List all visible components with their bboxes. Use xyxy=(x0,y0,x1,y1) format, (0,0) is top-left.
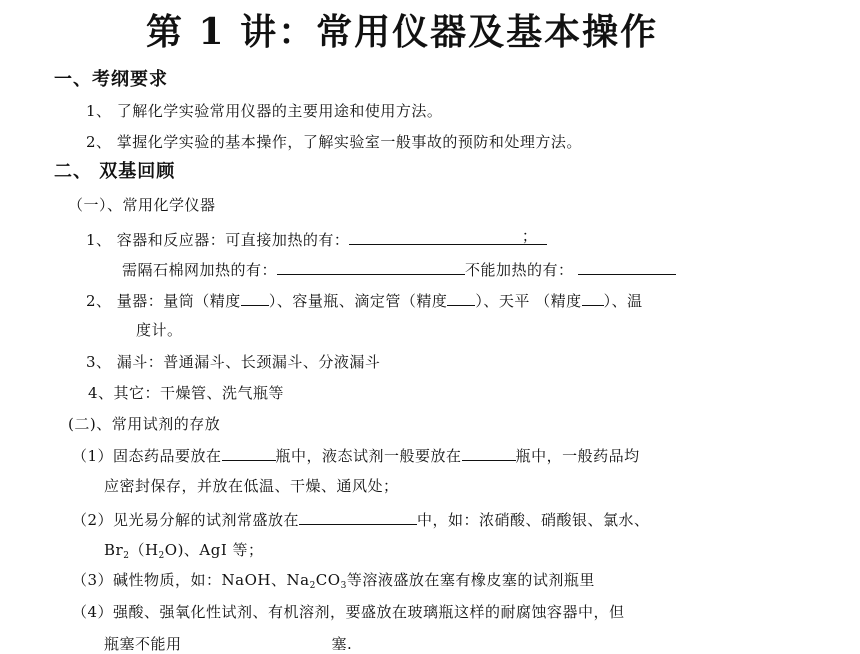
text: 塞. xyxy=(331,635,353,653)
text: O)、AgI 等； xyxy=(164,541,264,559)
subscript: 2 xyxy=(309,581,316,591)
text: （2）见光易分解的试剂常盛放在 xyxy=(72,511,300,529)
fill-blank[interactable] xyxy=(182,632,332,649)
list-item-measuring-cont: 度计。 xyxy=(136,321,183,339)
text: （1）固态药品要放在 xyxy=(72,447,222,465)
fill-blank[interactable] xyxy=(299,508,417,525)
text: ）、温 xyxy=(603,292,643,310)
text: ）、容量瓶、滴定管（精度 xyxy=(268,292,448,310)
list-item-containers-cont xyxy=(122,258,676,280)
text: 需隔石棉网加热的有： xyxy=(122,261,278,279)
text: 瓶中，液态试剂一般要放在 xyxy=(275,447,462,465)
text: （3）碱性物质，如：NaOH、Na xyxy=(72,571,310,589)
text: 瓶中，一般药品均 xyxy=(515,447,640,465)
syllabus-item: 2、 掌握化学实验的基本操作，了解实验室一般事故的预防和处理方法。 xyxy=(86,133,582,151)
subscript: 3 xyxy=(340,581,347,591)
text: Br xyxy=(104,541,124,559)
fill-blank[interactable] xyxy=(222,444,276,461)
section-heading-syllabus: 一、考纲要求 xyxy=(54,69,168,90)
text: 不能加热的有： xyxy=(465,261,574,279)
text: 中，如：浓硝酸、硝酸银、氯水、 xyxy=(417,511,650,529)
list-item-funnels: 3、 漏斗：普通漏斗、长颈漏斗、分液漏斗 xyxy=(86,353,381,371)
storage-item-4-cont xyxy=(104,632,352,654)
storage-item-1 xyxy=(72,444,640,466)
text: 瓶塞不能用 xyxy=(104,635,182,653)
list-item-others: 4、其它：干燥管、洗气瓶等 xyxy=(88,384,285,402)
storage-item-1-cont: 应密封保存，并放在低温、干燥、通风处； xyxy=(104,477,399,495)
fill-blank[interactable] xyxy=(447,289,475,306)
storage-item-2-cont xyxy=(104,540,264,560)
storage-item-2 xyxy=(72,508,650,530)
section-heading-review: 二、 双基回顾 xyxy=(54,161,176,182)
text: 2、 量器：量筒（精度 xyxy=(86,292,241,310)
fill-blank[interactable] xyxy=(578,258,676,275)
syllabus-item: 1、 了解化学实验常用仪器的主要用途和使用方法。 xyxy=(86,102,443,120)
text: （H xyxy=(129,541,159,559)
subsection-heading-storage: (二)、常用试剂的存放 xyxy=(68,415,221,433)
fill-blank[interactable] xyxy=(582,289,604,306)
subsection-heading-instruments: （一）、常用化学仪器 xyxy=(68,196,216,214)
storage-item-4: （4）强酸、强氧化性试剂、有机溶剂，要盛放在玻璃瓶这样的耐腐蚀容器中，但 xyxy=(72,603,625,621)
list-item-containers xyxy=(86,228,547,250)
fill-blank[interactable] xyxy=(349,228,547,245)
list-item-measuring xyxy=(86,289,643,311)
text: ； xyxy=(521,227,538,245)
fill-blank[interactable] xyxy=(277,258,465,275)
fill-blank[interactable] xyxy=(462,444,516,461)
fill-blank[interactable] xyxy=(241,289,269,306)
text: 等溶液盛放在塞有橡皮塞的试剂瓶里 xyxy=(346,571,595,589)
subscript: 2 xyxy=(123,551,130,561)
page-title: 第 1 讲：常用仪器及基本操作 xyxy=(146,11,659,53)
storage-item-3 xyxy=(72,570,595,590)
text: CO xyxy=(315,571,341,589)
subscript: 2 xyxy=(158,551,165,561)
text: ）、天平 （精度 xyxy=(475,292,582,310)
text: 1、 容器和反应器：可直接加热的有： xyxy=(86,231,350,249)
